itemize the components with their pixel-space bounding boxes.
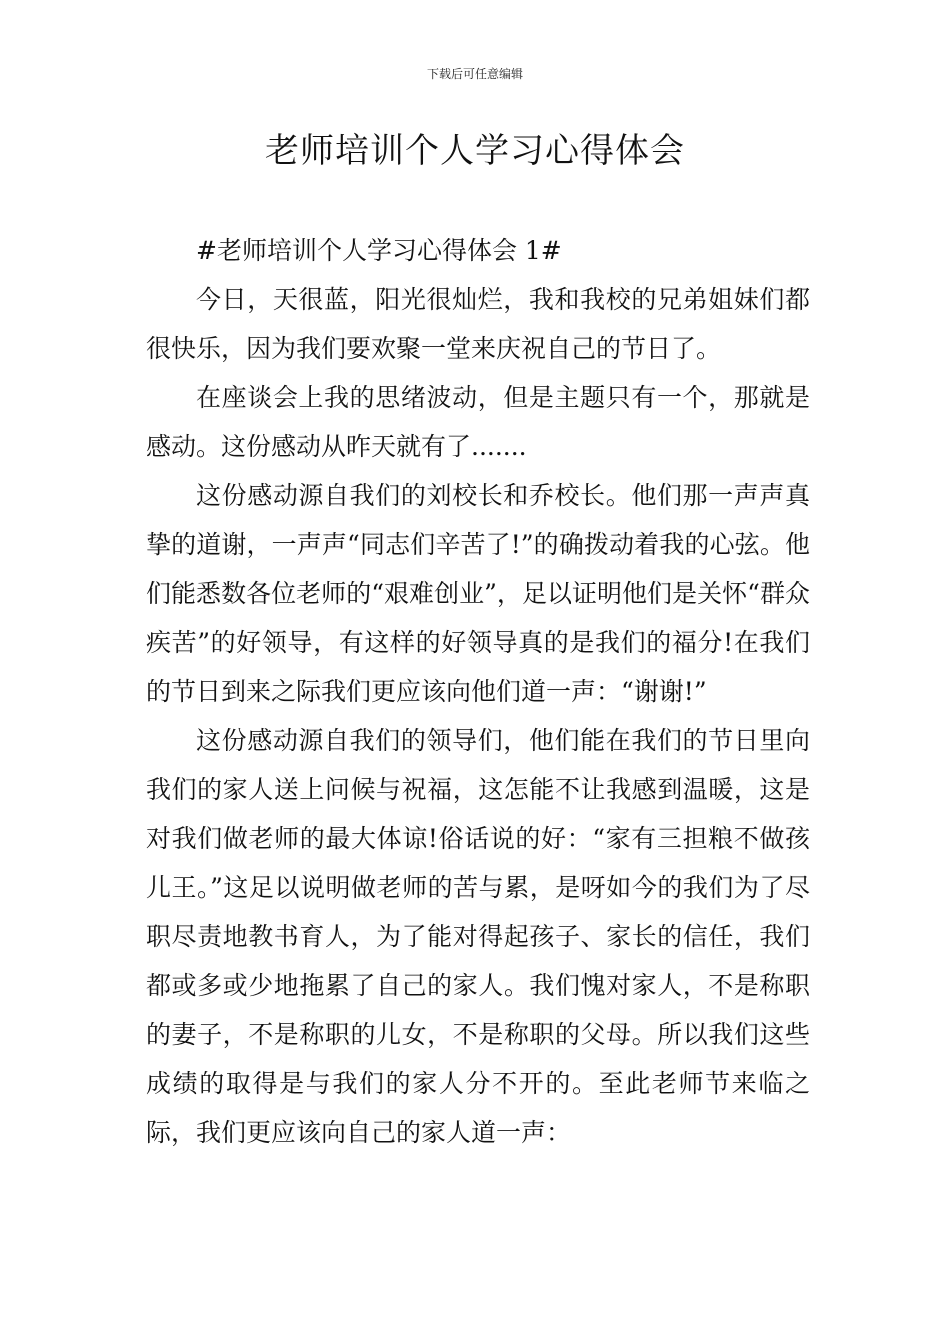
paragraph-1: 今日，天很蓝，阳光很灿烂，我和我校的兄弟姐妹们都很快乐，因为我们要欢聚一堂来庆祝自己的节日了。 bbox=[146, 285, 810, 363]
paragraph-2: 在座谈会上我的思绪波动，但是主题只有一个，那就是感动。这份感动从昨天就有了....... bbox=[146, 383, 810, 461]
download-note: 下载后可任意编辑 bbox=[426, 67, 523, 81]
document-title: 老师培训个人学习心得体会 bbox=[265, 131, 685, 171]
section-heading: #老师培训个人学习心得体会 1# bbox=[196, 236, 562, 265]
paragraph-4: 这份感动源自我们的领导们，他们能在我们的节日里向我们的家人送上问候与祝福，这怎能不让我感到温暖，这是对我们做老师的最大体谅!俗话说的好：“家有三担粮不做孩儿王。”这足以说明做老师的苦与累，是呀如今的我们为了尽职尽责地教书育人，为了能对得起孩子、家长的信任，我们都或多或少地拖累了自己的家人。我们愧对家人，不是称职的妻子，不是称职的儿女，不是称职的父母。所以我们这些成绩的取得是与我们的家人分不开的。至此老师节来临之际，我们更应该向自己的家人道一声： bbox=[146, 726, 810, 1147]
paragraph-3: 这份感动源自我们的刘校长和乔校长。他们那一声声真挚的道谢，一声声“同志们辛苦了!”的确拨动着我的心弦。他们能悉数各位老师的“艰难创业”，足以证明他们是关怀“群众疾苦”的好领导，有这样的好领导真的是我们的福分!在我们的节日到来之际我们更应该向他们道一声：“谢谢!” bbox=[146, 481, 810, 706]
document-body bbox=[146, 226, 810, 1157]
